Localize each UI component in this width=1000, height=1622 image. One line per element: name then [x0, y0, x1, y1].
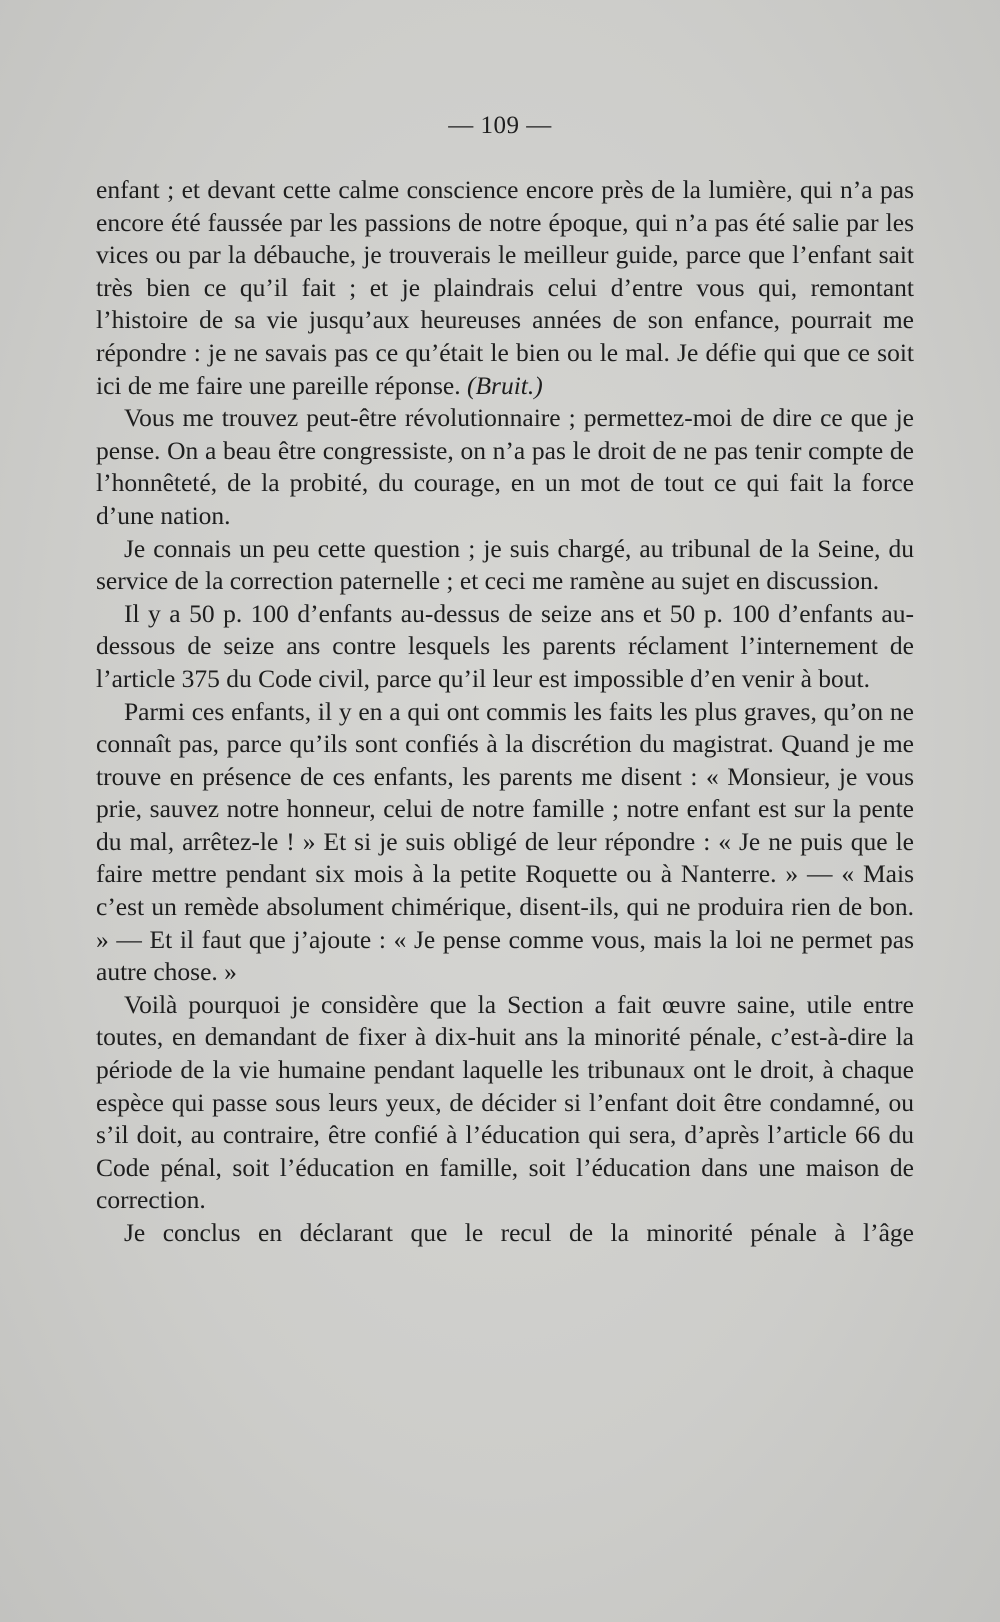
paragraph-4: Il y a 50 p. 100 d’enfants au-dessus de seize ans et 50 p. 100 d’enfants au-dessous de seize ans contre lesquels les parents réclament l’internement de l’article 375 du Code civil, parce qu’il leur est impossible d’en venir à bout. [96, 598, 914, 693]
paragraph-3: Je connais un peu cette question ; je suis chargé, au tribunal de la Seine, du service de la correction paternelle ; et ceci me ramène au sujet en discussion. [96, 533, 914, 596]
paragraph-6: Voilà pourquoi je considère que la Section a fait œuvre saine, utile entre toutes, en demandant de fixer à dix-huit ans la minorité pénale, c’est-à-dire la période de la vie humaine pendant laquelle les tribunaux ont le droit, à chaque espèce qui passe sous leurs yeux, de décider si l’enfant doit être condamné, ou s’il doit, au contraire, être confié à l’éducation qui sera, d’après l’article 66 du Code pénal, soit l’éducation en famille, soit l’éducation dans une maison de correction. [96, 989, 914, 1215]
paragraph-2: Vous me trouvez peut-être révolutionnaire ; permettez-moi de dire ce que je pense. On a beau être congressiste, on n’a pas le droit de ne pas tenir compte de l’honnêteté, de la probité, du courage, en un mot de tout ce qui fait la force d’une nation. [96, 403, 914, 530]
page-number: — 109 — [448, 112, 552, 139]
paragraph-1-text: enfant ; et devant cette calme conscience encore près de la lumière, qui n’a pas encore été faussée par les passions de notre époque, qui n’a pas été salie par les vices ou par la débauche, je trouverais le meilleur guide, parce que l’enfant sait très bien ce qu’il fait ; et je plaindrais celui d’entre vous qui, remontant l’histoire de sa vie jusqu’aux heureuses années de son enfance, pourrait me répondre : je ne savais pas ce qu’était le bien ou le mal. Je défie qui que ce soit ici de me faire une pareille réponse. [96, 175, 914, 400]
paragraph-5: Parmi ces enfants, il y en a qui ont commis les faits les plus graves, qu’on ne connaît pas, parce qu’ils sont confiés à la discrétion du magistrat. Quand je me trouve en présence de ces enfants, les parents me disent : « Monsieur, je vous prie, sauvez notre honneur, celui de notre famille ; notre enfant est sur la pente du mal, arrêtez-le ! » Et si je suis obligé de leur répondre : « Je ne puis que le faire mettre pendant six mois à la petite Roquette ou à Nanterre. » — « Mais c’est un remède absolument chimérique, disent-ils, qui ne produira rien de bon. » — Et il faut que j’ajoute : « Je pense comme vous, mais la loi ne permet pas autre chose. » [96, 696, 914, 987]
paragraph-1 [96, 174, 914, 402]
stage-aside-bruit: (Bruit.) [466, 370, 543, 400]
paragraph-7: Je conclus en déclarant que le recul de la minorité pénale à l’âge [124, 1218, 914, 1247]
body-text [96, 174, 914, 1250]
